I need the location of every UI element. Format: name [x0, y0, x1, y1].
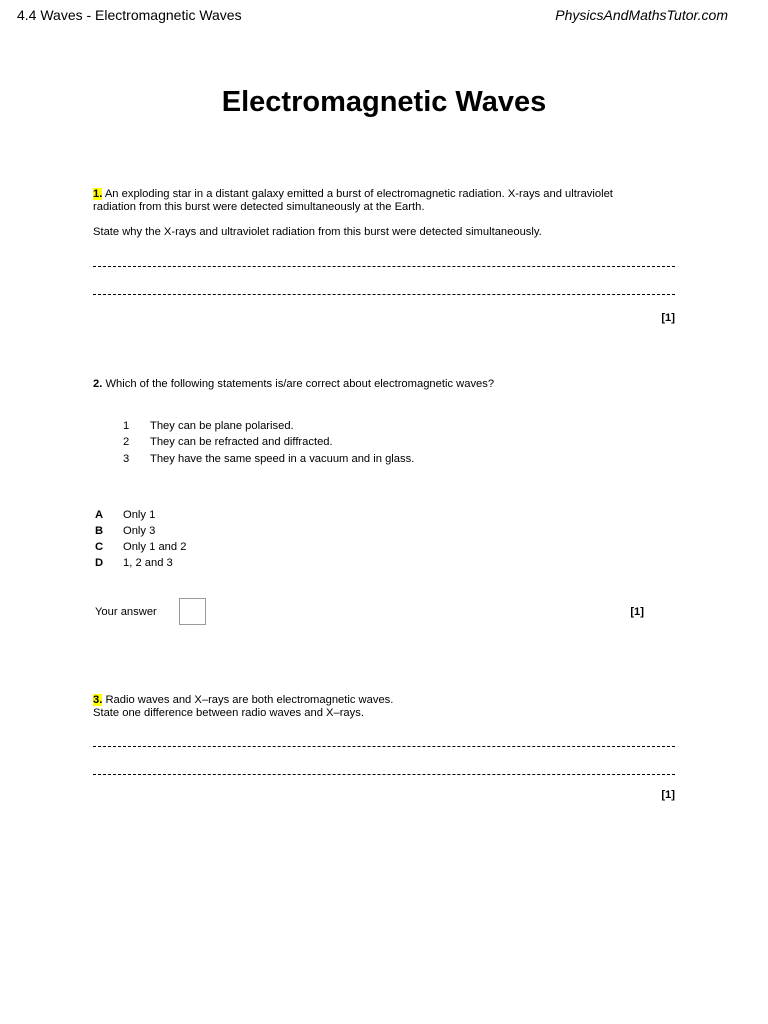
option-letter: B: [95, 525, 104, 537]
q1-text: [93, 188, 653, 214]
option-letter: C: [95, 541, 104, 553]
header-right: PhysicsAndMathsTutor.com: [555, 7, 728, 23]
statement-number: 2: [123, 436, 130, 448]
statement-text: They have the same speed in a vacuum and in glass.: [150, 453, 415, 465]
statement-number: 1: [123, 420, 130, 432]
option-text: Only 1 and 2: [123, 541, 187, 553]
q3-marks: [1]: [661, 789, 675, 801]
answer-label: Your answer: [95, 606, 157, 618]
statement-text: They can be refracted and diffracted.: [150, 436, 333, 448]
q2-number: 2.: [93, 378, 103, 390]
q2-marks: [1]: [630, 606, 644, 618]
q3-body: Radio waves and X–rays are both electromagnetic waves.: [105, 694, 394, 706]
q1-answer-line-2[interactable]: [93, 294, 675, 295]
option-text: 1, 2 and 3: [123, 557, 173, 569]
header-left: 4.4 Waves - Electromagnetic Waves: [17, 7, 242, 23]
q1-body: An exploding star in a distant galaxy emitted a burst of electromagnetic radiation. X-rays and ultraviolet radiation from this burst were detected simultaneously at the Earth.: [93, 188, 613, 213]
q3-line-1: [93, 694, 653, 707]
q3-number: 3.: [93, 694, 103, 706]
q1-marks: [1]: [661, 312, 675, 324]
option-letter: D: [95, 557, 104, 569]
q1-number: 1.: [93, 188, 103, 200]
q3-line-2: State one difference between radio waves and X–rays.: [93, 707, 364, 719]
q1-prompt: State why the X-rays and ultraviolet radiation from this burst were detected simultaneously.: [93, 226, 542, 238]
option-text: Only 3: [123, 525, 156, 537]
answer-box[interactable]: [179, 598, 206, 625]
q1-answer-line-1[interactable]: [93, 266, 675, 267]
option-letter: A: [95, 509, 104, 521]
page-title: Electromagnetic Waves: [221, 86, 547, 118]
statement-number: 3: [123, 453, 130, 465]
q3-answer-line-2[interactable]: [93, 774, 675, 775]
q2-text: [93, 378, 653, 391]
q2-body: Which of the following statements is/are correct about electromagnetic waves?: [105, 378, 495, 390]
q3-answer-line-1[interactable]: [93, 746, 675, 747]
statement-text: They can be plane polarised.: [150, 420, 294, 432]
option-text: Only 1: [123, 509, 156, 521]
